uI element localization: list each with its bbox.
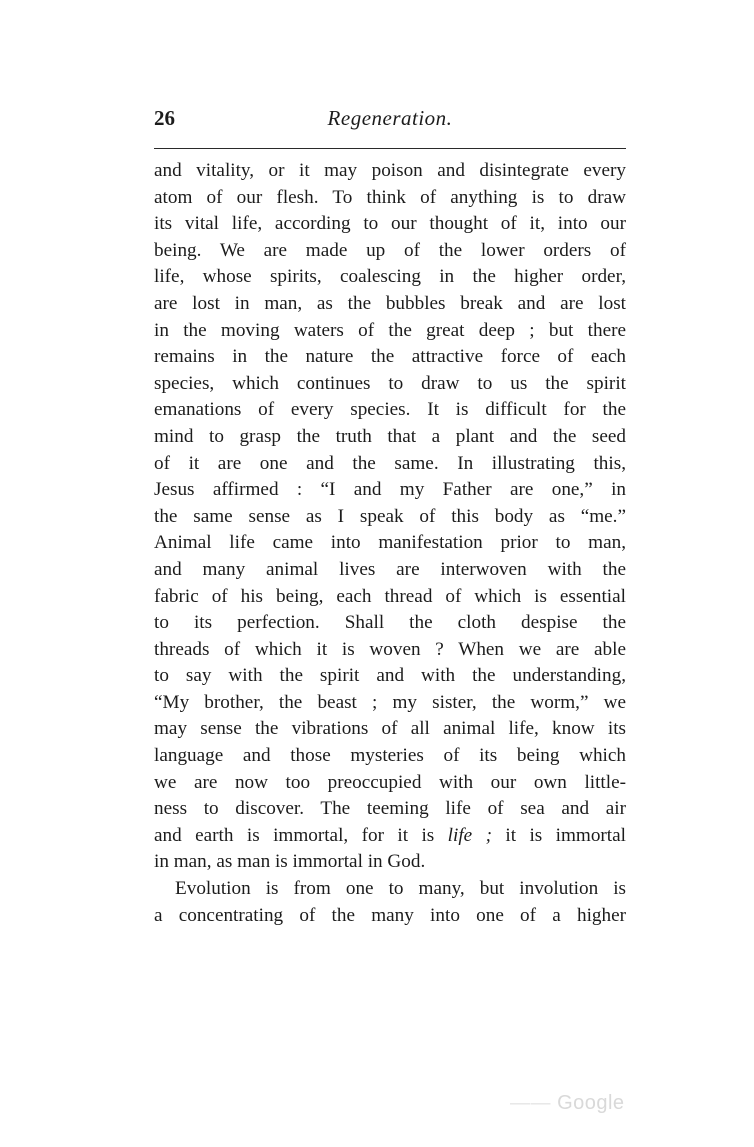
text-line: Animal life came into manifestation prior to man, [154,532,626,554]
text-line: threads of which it is woven ? When we are able [154,638,626,660]
text-line: a concentrating of the many into one of a higher [154,904,626,926]
text-line: Evolution is from one to many, but involution is [175,878,626,900]
text-fragment: it is immortal [491,824,626,846]
text-line: its vital life, according to our thought of it, into our [154,213,626,235]
text-line: and vitality, or it may poison and disintegrate every [154,160,626,181]
text-line [154,823,626,850]
watermark-dash: —— [510,1092,551,1114]
text-line: in man, as man is immortal in God. [154,851,426,873]
text-line: and many animal lives are interwoven with the [154,558,626,580]
text-line: atom of our flesh. To think of anything is to draw [154,186,626,208]
text-line: Jesus affirmed : “I and my Father are one,” in [154,479,626,501]
body-text [154,158,626,929]
text-line: fabric of his being, each thread of which is essential [154,585,626,607]
watermark-text: Google [557,1092,625,1114]
text-line: species, which continues to draw to us the spirit [154,372,626,394]
italic-word-life: life ; [447,824,492,846]
page-header [154,106,626,138]
running-title: Regeneration. [327,106,453,130]
text-line: to its perfection. Shall the cloth despise the [154,612,626,634]
text-line: emanations of every species. It is difficult for the [154,399,626,421]
header-rule [154,148,626,149]
text-line: are lost in man, as the bubbles break and are lost [154,292,626,314]
text-line: life, whose spirits, coalescing in the higher order, [154,266,626,288]
google-watermark [510,1092,625,1115]
text-line: the same sense as I speak of this body as “me.” [154,505,626,527]
text-line: remains in the nature the attractive force of each [154,346,626,368]
text-line: being. We are made up of the lower orders of [154,239,626,261]
text-line: ness to discover. The teeming life of sea and air [154,798,626,820]
text-line: we are now too preoccupied with our own little- [154,771,626,793]
text-line: to say with the spirit and with the understanding, [154,665,626,687]
text-line: mind to grasp the truth that a plant and the seed [154,425,626,447]
page-number: 26 [154,106,175,130]
text-fragment: and earth is immortal, for it is [154,824,448,846]
text-line: “My brother, the beast ; my sister, the worm,” we [154,691,626,713]
text-line: may sense the vibrations of all animal life, know its [154,718,626,740]
text-line: of it are one and the same. In illustrating this, [154,452,626,474]
text-line: in the moving waters of the great deep ; but there [154,319,626,341]
text-line: language and those mysteries of its being which [154,745,626,767]
